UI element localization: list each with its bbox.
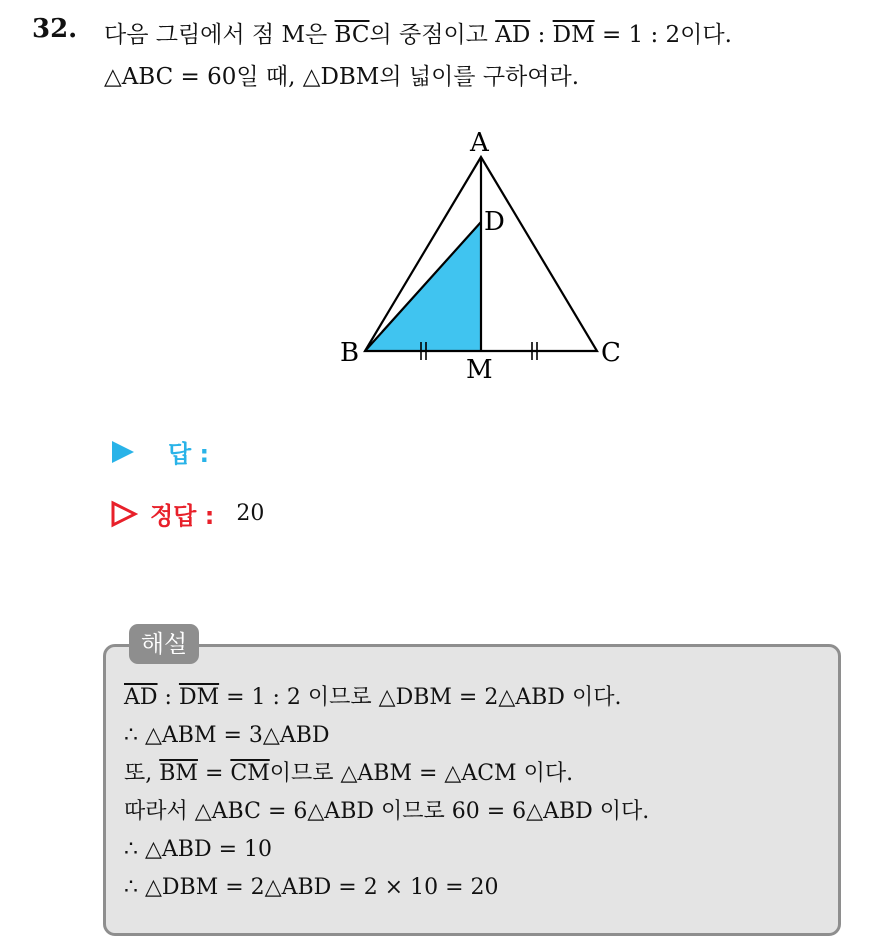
segment-ad: $\overline{AD}$: [495, 22, 531, 48]
segment-bm: $\overline{BM}$: [159, 761, 198, 786]
explanation-line: ∴ △ABM = 3△ABD: [124, 723, 330, 748]
answer-label: 답 :: [168, 440, 210, 468]
question-text-part: 다음 그림에서 점 M은: [104, 22, 335, 48]
explanation-text: :: [157, 685, 179, 710]
outline-triangle-icon: [110, 500, 138, 528]
explanation-line: ∴ △ABD = 10: [124, 837, 273, 862]
segment-cm: $\overline{CM}$: [230, 761, 270, 786]
label-a: A: [470, 128, 489, 158]
triangle-diagram: [330, 125, 640, 385]
question-text-line2: △ABC = 60일 때, △DBM의 넓이를 구하여라.: [104, 64, 580, 90]
explanation-text: 또,: [124, 761, 160, 786]
label-m: M: [466, 355, 493, 385]
triangle-figure: [330, 125, 640, 389]
label-c: C: [601, 338, 621, 368]
segment-dm: $\overline{DM}$: [552, 22, 595, 48]
label-d: D: [484, 207, 505, 237]
explanation-text: = 1 : 2 이므로 △DBM = 2△ABD 이다.: [219, 685, 622, 710]
correct-answer-value: 20: [236, 501, 265, 526]
question-text-part: :: [530, 22, 553, 48]
explanation-line: ∴ △DBM = 2△ABD = 2 × 10 = 20: [124, 875, 499, 900]
correct-answer-row: [110, 496, 264, 531]
correct-answer-label: 정답 :: [150, 502, 215, 530]
explanation-text: =: [197, 761, 231, 786]
question-text-part: = 1 : 2이다.: [594, 22, 732, 48]
question-number: 32.: [32, 14, 78, 44]
explanation-line: [124, 681, 649, 719]
explanation-lines: [124, 681, 649, 909]
explanation-text: 이므로 △ABM = △ACM 이다.: [269, 761, 574, 786]
explanation-line: 따라서 △ABC = 6△ABD 이므로 60 = 6△ABD 이다.: [124, 799, 650, 824]
play-triangle-icon: [110, 439, 136, 465]
answer-row: [110, 434, 209, 469]
segment-bc: $\overline{BC}$: [334, 22, 370, 48]
question-text-part: 의 중점이고: [369, 22, 496, 48]
question-text-line1: [104, 16, 732, 49]
label-b: B: [340, 338, 360, 368]
segment-ad: $\overline{AD}$: [124, 685, 158, 710]
explanation-tag: 해설: [129, 624, 199, 664]
explanation-line: [124, 757, 649, 795]
segment-dm: $\overline{DM}$: [178, 685, 220, 710]
